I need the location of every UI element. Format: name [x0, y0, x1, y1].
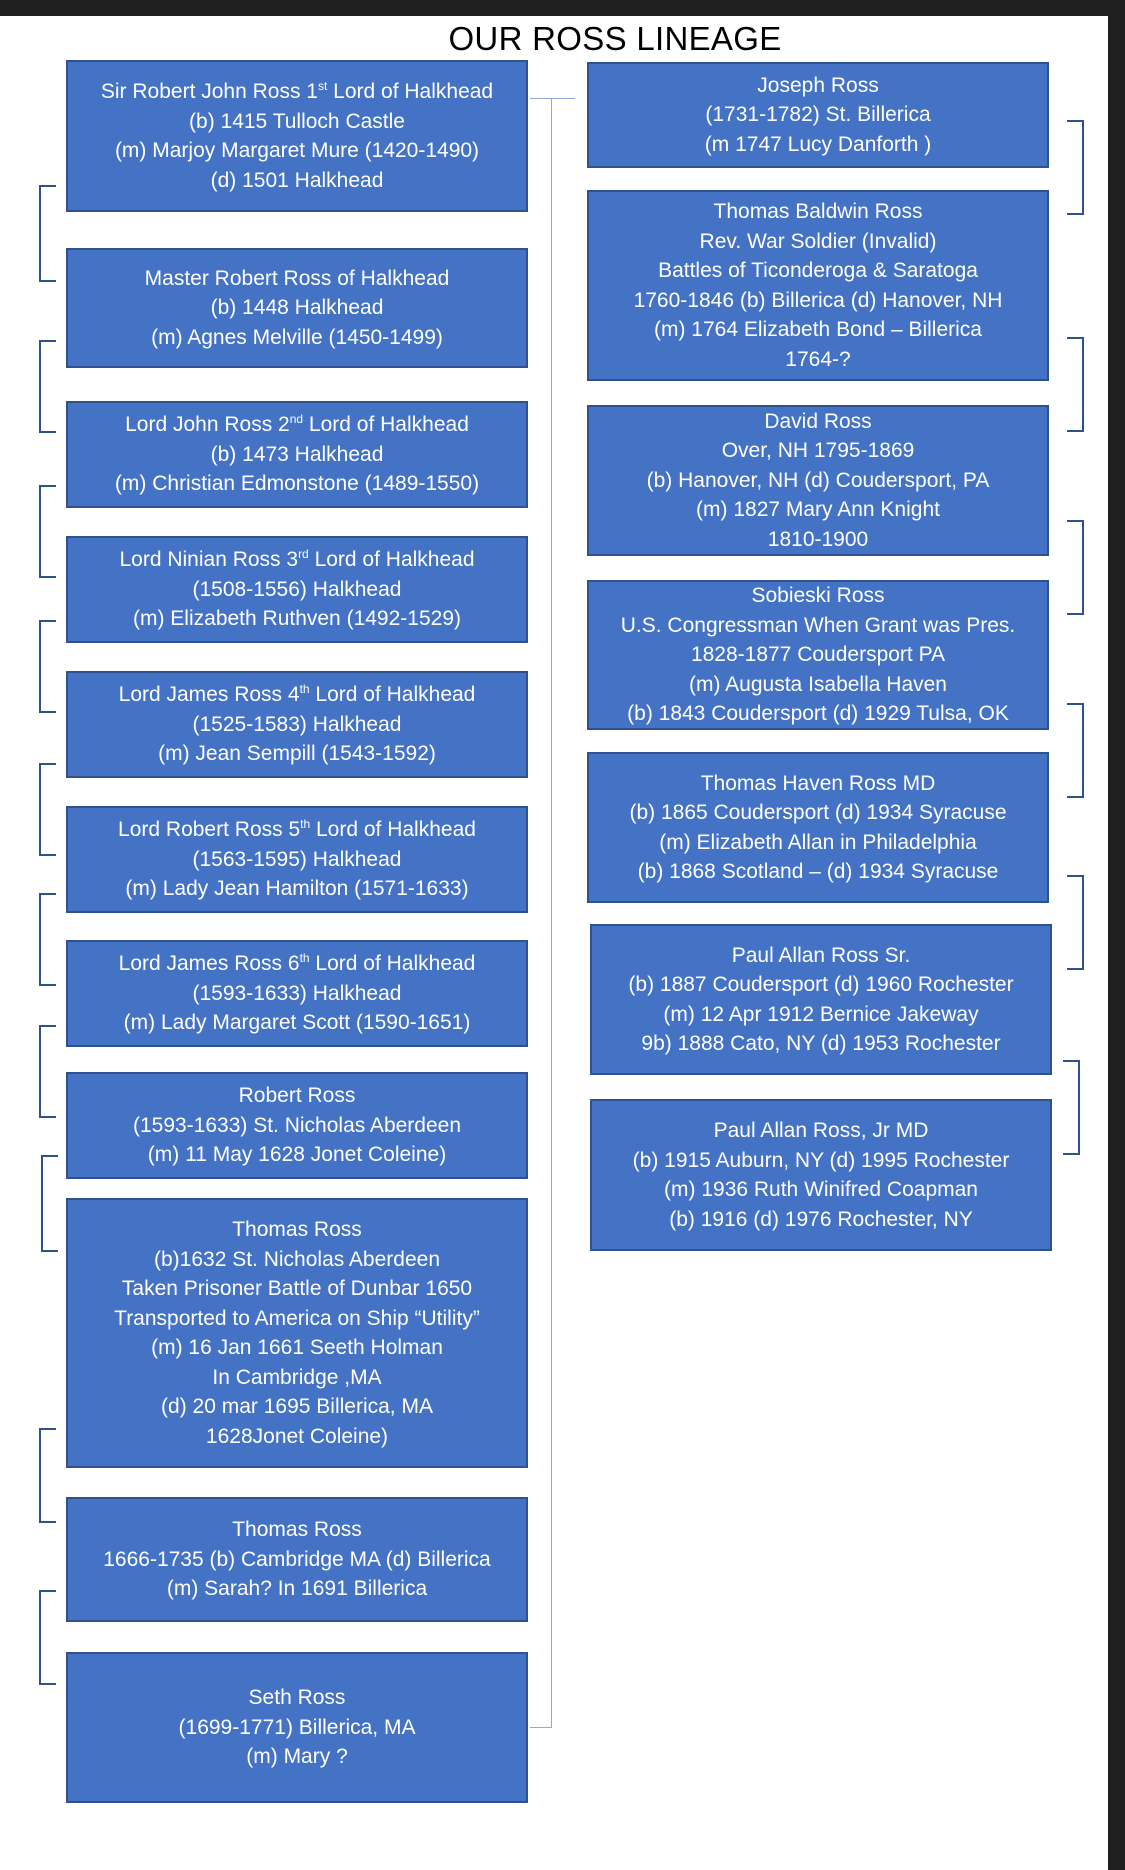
person-box-left-6 — [66, 940, 528, 1047]
person-box-left-3 — [66, 536, 528, 643]
person-box-right-0 — [587, 62, 1049, 168]
person-box-left-9 — [66, 1497, 528, 1622]
person-box-left-7 — [66, 1072, 528, 1179]
person-box-line: Robert Ross — [238, 1084, 356, 1108]
person-box-line: (1593-1633) St. Nicholas Aberdeen — [132, 1113, 462, 1137]
person-box-line: Lord John Ross 2nd Lord of Halkhead — [125, 412, 469, 437]
person-box-line: Lord Ninian Ross 3rd Lord of Halkhead — [119, 547, 475, 572]
bracket-left-3 — [39, 485, 56, 578]
person-box-line: Thomas Haven Ross MD — [700, 771, 936, 795]
person-box-line: (m) Christian Edmonstone (1489-1550) — [114, 472, 480, 496]
person-box-line: 1760-1846 (b) Billerica (d) Hanover, NH — [633, 288, 1003, 312]
person-box-line: (1593-1633) Halkhead — [192, 981, 402, 1005]
person-box-line: (m) Lady Jean Hamilton (1571-1633) — [125, 877, 469, 901]
person-box-line: (d) 1501 Halkhead — [210, 168, 384, 192]
person-box-line: (m) Agnes Melville (1450-1499) — [151, 325, 443, 349]
column-connector-line — [530, 98, 552, 1728]
person-box-line: (b) 1868 Scotland – (d) 1934 Syracuse — [637, 860, 999, 883]
person-box-line: Thomas Ross — [232, 1518, 362, 1542]
bracket-right-6 — [1063, 1060, 1080, 1155]
person-box-right-1 — [587, 190, 1049, 381]
person-box-line: U.S. Congressman When Grant was Pres. — [620, 613, 1016, 637]
bracket-left-5 — [39, 763, 56, 856]
person-box-left-4 — [66, 671, 528, 778]
person-box-line: David Ross — [764, 409, 872, 433]
person-box-line: Sir Robert John Ross 1st Lord of Halkhead — [100, 79, 494, 103]
person-box-line: (1563-1595) Halkhead — [192, 847, 402, 871]
bracket-left-7 — [39, 1025, 56, 1118]
person-box-left-10 — [66, 1652, 528, 1803]
person-box-line: Seth Ross — [248, 1686, 346, 1710]
person-box-line: (b) 1915 Auburn, NY (d) 1995 Rochester — [632, 1148, 1010, 1172]
person-box-line: (b) 1916 (d) 1976 Rochester, NY — [669, 1207, 973, 1231]
person-box-line: (b) 1473 Halkhead — [210, 442, 384, 466]
person-box-line: 1810-1900 — [767, 527, 869, 551]
bracket-right-3 — [1067, 520, 1084, 615]
bracket-left-2 — [39, 340, 56, 433]
person-box-line: (b)1632 St. Nicholas Aberdeen — [153, 1247, 440, 1271]
person-box-left-2 — [66, 401, 528, 508]
bracket-right-1 — [1067, 120, 1084, 215]
person-box-line: (m) Augusta Isabella Haven — [689, 672, 947, 696]
person-box-line: Sobieski Ross — [751, 584, 885, 608]
person-box-line: (b) 1865 Coudersport (d) 1934 Syracuse — [629, 801, 1007, 824]
person-box-line: Transported to America on Ship “Utility” — [114, 1306, 480, 1330]
person-box-right-2 — [587, 405, 1049, 556]
bracket-right-2 — [1067, 337, 1084, 432]
person-box-line: (m) 1764 Elizabeth Bond – Billerica — [653, 318, 982, 341]
person-box-right-6 — [590, 1099, 1052, 1251]
person-box-line: (m) 12 Apr 1912 Bernice Jakeway — [663, 1002, 979, 1026]
person-box-line: Battles of Ticonderoga & Saratoga — [658, 259, 978, 282]
person-box-line: (b) 1448 Halkhead — [210, 296, 384, 320]
person-box-line: (m) Lady Margaret Scott (1590-1651) — [123, 1011, 471, 1035]
bracket-left-8 — [41, 1155, 58, 1252]
person-box-line: 9b) 1888 Cato, NY (d) 1953 Rochester — [641, 1032, 1001, 1055]
person-box-line: 1828-1877 Coudersport PA — [690, 643, 946, 667]
person-box-line: Joseph Ross — [757, 73, 879, 97]
person-box-line: (m) 1827 Mary Ann Knight — [696, 498, 940, 522]
person-box-line: (1731-1782) St. Billerica — [705, 103, 931, 127]
person-box-line: (d) 20 mar 1695 Billerica, MA — [161, 1395, 433, 1418]
person-box-line: (b) 1887 Coudersport (d) 1960 Rochester — [628, 973, 1014, 996]
person-box-line: (1508-1556) Halkhead — [192, 577, 402, 601]
person-box-line: Over, NH 1795-1869 — [721, 439, 915, 463]
person-box-left-5 — [66, 806, 528, 913]
person-box-line: Taken Prisoner Battle of Dunbar 1650 — [121, 1277, 473, 1300]
person-box-left-1 — [66, 248, 528, 368]
person-box-line: Thomas Baldwin Ross — [713, 200, 923, 223]
person-box-line: (m) Elizabeth Allan in Philadelphia — [659, 830, 977, 854]
person-box-line: (m) 1936 Ruth Winifred Coapman — [664, 1178, 978, 1201]
bracket-left-9 — [39, 1428, 56, 1523]
person-box-right-3 — [587, 580, 1049, 730]
person-box-line: Lord Robert Ross 5th Lord of Halkhead — [118, 817, 476, 842]
person-box-right-4 — [587, 752, 1049, 903]
person-box-line: (m) 11 May 1628 Jonet Coleine) — [147, 1143, 447, 1167]
person-box-left-0 — [66, 60, 528, 212]
person-box-line: 1764-? — [785, 347, 851, 371]
person-box-line: (b) Hanover, NH (d) Coudersport, PA — [646, 468, 990, 492]
person-box-line: (b) 1415 Tulloch Castle — [189, 109, 405, 133]
person-box-line: (b) 1843 Coudersport (d) 1929 Tulsa, OK — [627, 702, 1009, 726]
person-box-line: Paul Allan Ross, Jr MD — [713, 1119, 929, 1142]
person-box-line: (m) Elizabeth Ruthven (1492-1529) — [132, 607, 461, 631]
person-box-line: Paul Allan Ross Sr. — [731, 943, 911, 967]
column-connector-stub — [550, 98, 575, 99]
bracket-left-10 — [39, 1590, 56, 1685]
person-box-line: (m) 16 Jan 1661 Seeth Holman — [151, 1336, 443, 1359]
person-box-line: (m) Jean Sempill (1543-1592) — [158, 742, 436, 766]
bracket-right-5 — [1067, 875, 1084, 970]
right-dark-bar — [1108, 0, 1125, 1870]
person-box-line: (m) Sarah? In 1691 Billerica — [166, 1577, 428, 1601]
person-box-left-8 — [66, 1198, 528, 1468]
person-box-line: Master Robert Ross of Halkhead — [144, 266, 450, 290]
person-box-right-5 — [590, 924, 1052, 1075]
person-box-line: 1666-1735 (b) Cambridge MA (d) Billerica — [103, 1547, 491, 1571]
person-box-line: Thomas Ross — [232, 1218, 362, 1241]
person-box-line: 1628Jonet Coleine) — [205, 1424, 389, 1448]
person-box-line: (m 1747 Lucy Danforth ) — [704, 132, 932, 156]
person-box-line: Rev. War Soldier (Invalid) — [699, 229, 937, 253]
person-box-line: Lord James Ross 6th Lord of Halkhead — [118, 951, 476, 976]
person-box-line: (1699-1771) Billerica, MA — [178, 1715, 416, 1739]
diagram-title: OUR ROSS LINEAGE — [448, 20, 782, 57]
bracket-left-4 — [39, 620, 56, 713]
bracket-right-4 — [1067, 703, 1084, 798]
person-box-line: (1525-1583) Halkhead — [192, 712, 402, 736]
person-box-line: (m) Marjoy Margaret Mure (1420-1490) — [114, 139, 480, 162]
bracket-left-1 — [39, 185, 56, 282]
top-dark-bar — [0, 0, 1125, 16]
bracket-left-6 — [39, 893, 56, 986]
person-box-line: Lord James Ross 4th Lord of Halkhead — [118, 682, 476, 707]
person-box-line: In Cambridge ,MA — [212, 1365, 382, 1389]
person-box-line: (m) Mary ? — [246, 1745, 348, 1769]
